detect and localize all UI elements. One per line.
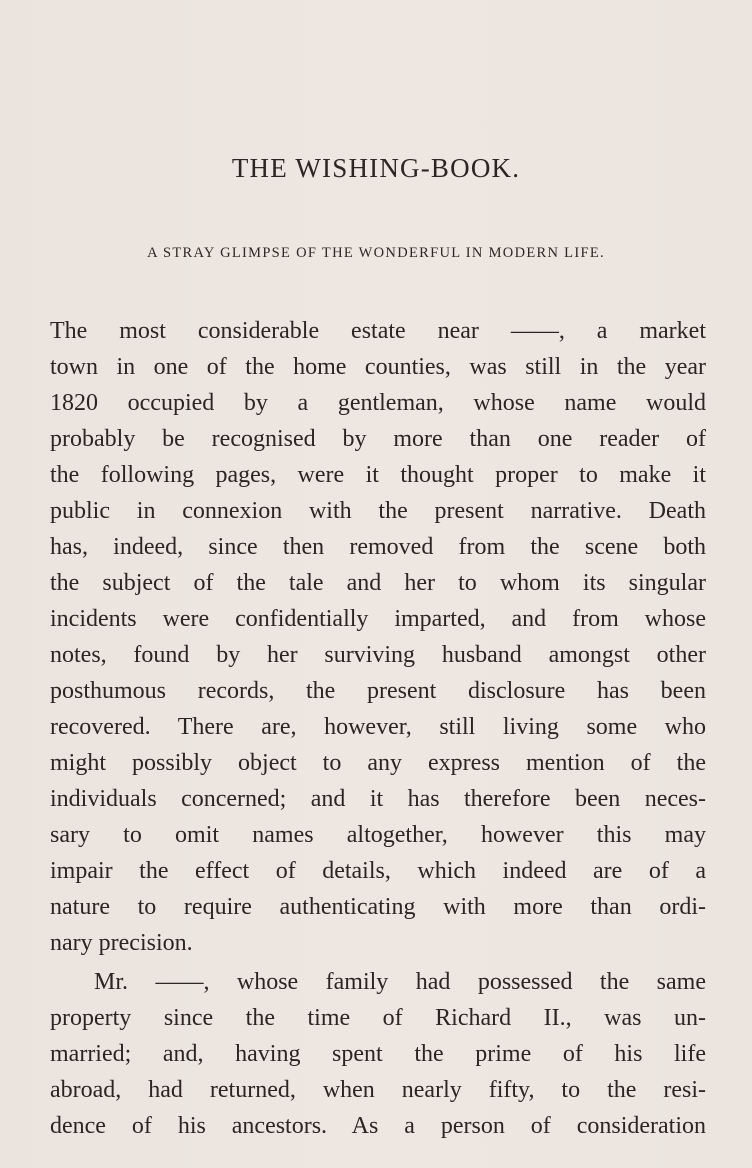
text-line: individuals concerned; and it has therefore been neces- — [50, 786, 706, 812]
text-line: notes, found by her surviving husband amongst other — [50, 642, 706, 668]
text-line: recovered. There are, however, still living some who — [50, 714, 706, 740]
text-line: nature to require authenticating with more than ordi- — [50, 894, 706, 920]
text-line: Mr. ——, whose family had possessed the same — [94, 969, 706, 995]
text-line: might possibly object to any express mention of the — [50, 750, 706, 776]
text-line: nary precision. — [50, 930, 193, 956]
text-line: married; and, having spent the prime of his life — [50, 1041, 706, 1067]
text-line: property since the time of Richard II., was un- — [50, 1005, 706, 1031]
text-line: posthumous records, the present disclosure has been — [50, 678, 706, 704]
chapter-subtitle: A STRAY GLIMPSE OF THE WONDERFUL IN MODERN LIFE. — [147, 245, 605, 261]
text-line: The most considerable estate near ——, a market — [50, 318, 706, 344]
text-line: sary to omit names altogether, however this may — [50, 822, 706, 848]
text-line: the subject of the tale and her to whom its singular — [50, 570, 706, 596]
text-line: abroad, had returned, when nearly fifty, to the resi- — [50, 1077, 706, 1103]
text-line: has, indeed, since then removed from the scene both — [50, 534, 706, 560]
text-line: town in one of the home counties, was still in the year — [50, 354, 706, 380]
text-line: probably be recognised by more than one reader of — [50, 426, 706, 452]
text-line: the following pages, were it thought proper to make it — [50, 462, 706, 488]
text-line: incidents were confidentially imparted, and from whose — [50, 606, 706, 632]
text-line: dence of his ancestors. As a person of consideration — [50, 1113, 706, 1139]
text-line: public in connexion with the present narrative. Death — [50, 498, 706, 524]
chapter-title: THE WISHING-BOOK. — [231, 153, 521, 183]
text-line: impair the effect of details, which indeed are of a — [50, 858, 706, 884]
text-line: 1820 occupied by a gentleman, whose name would — [50, 390, 706, 416]
